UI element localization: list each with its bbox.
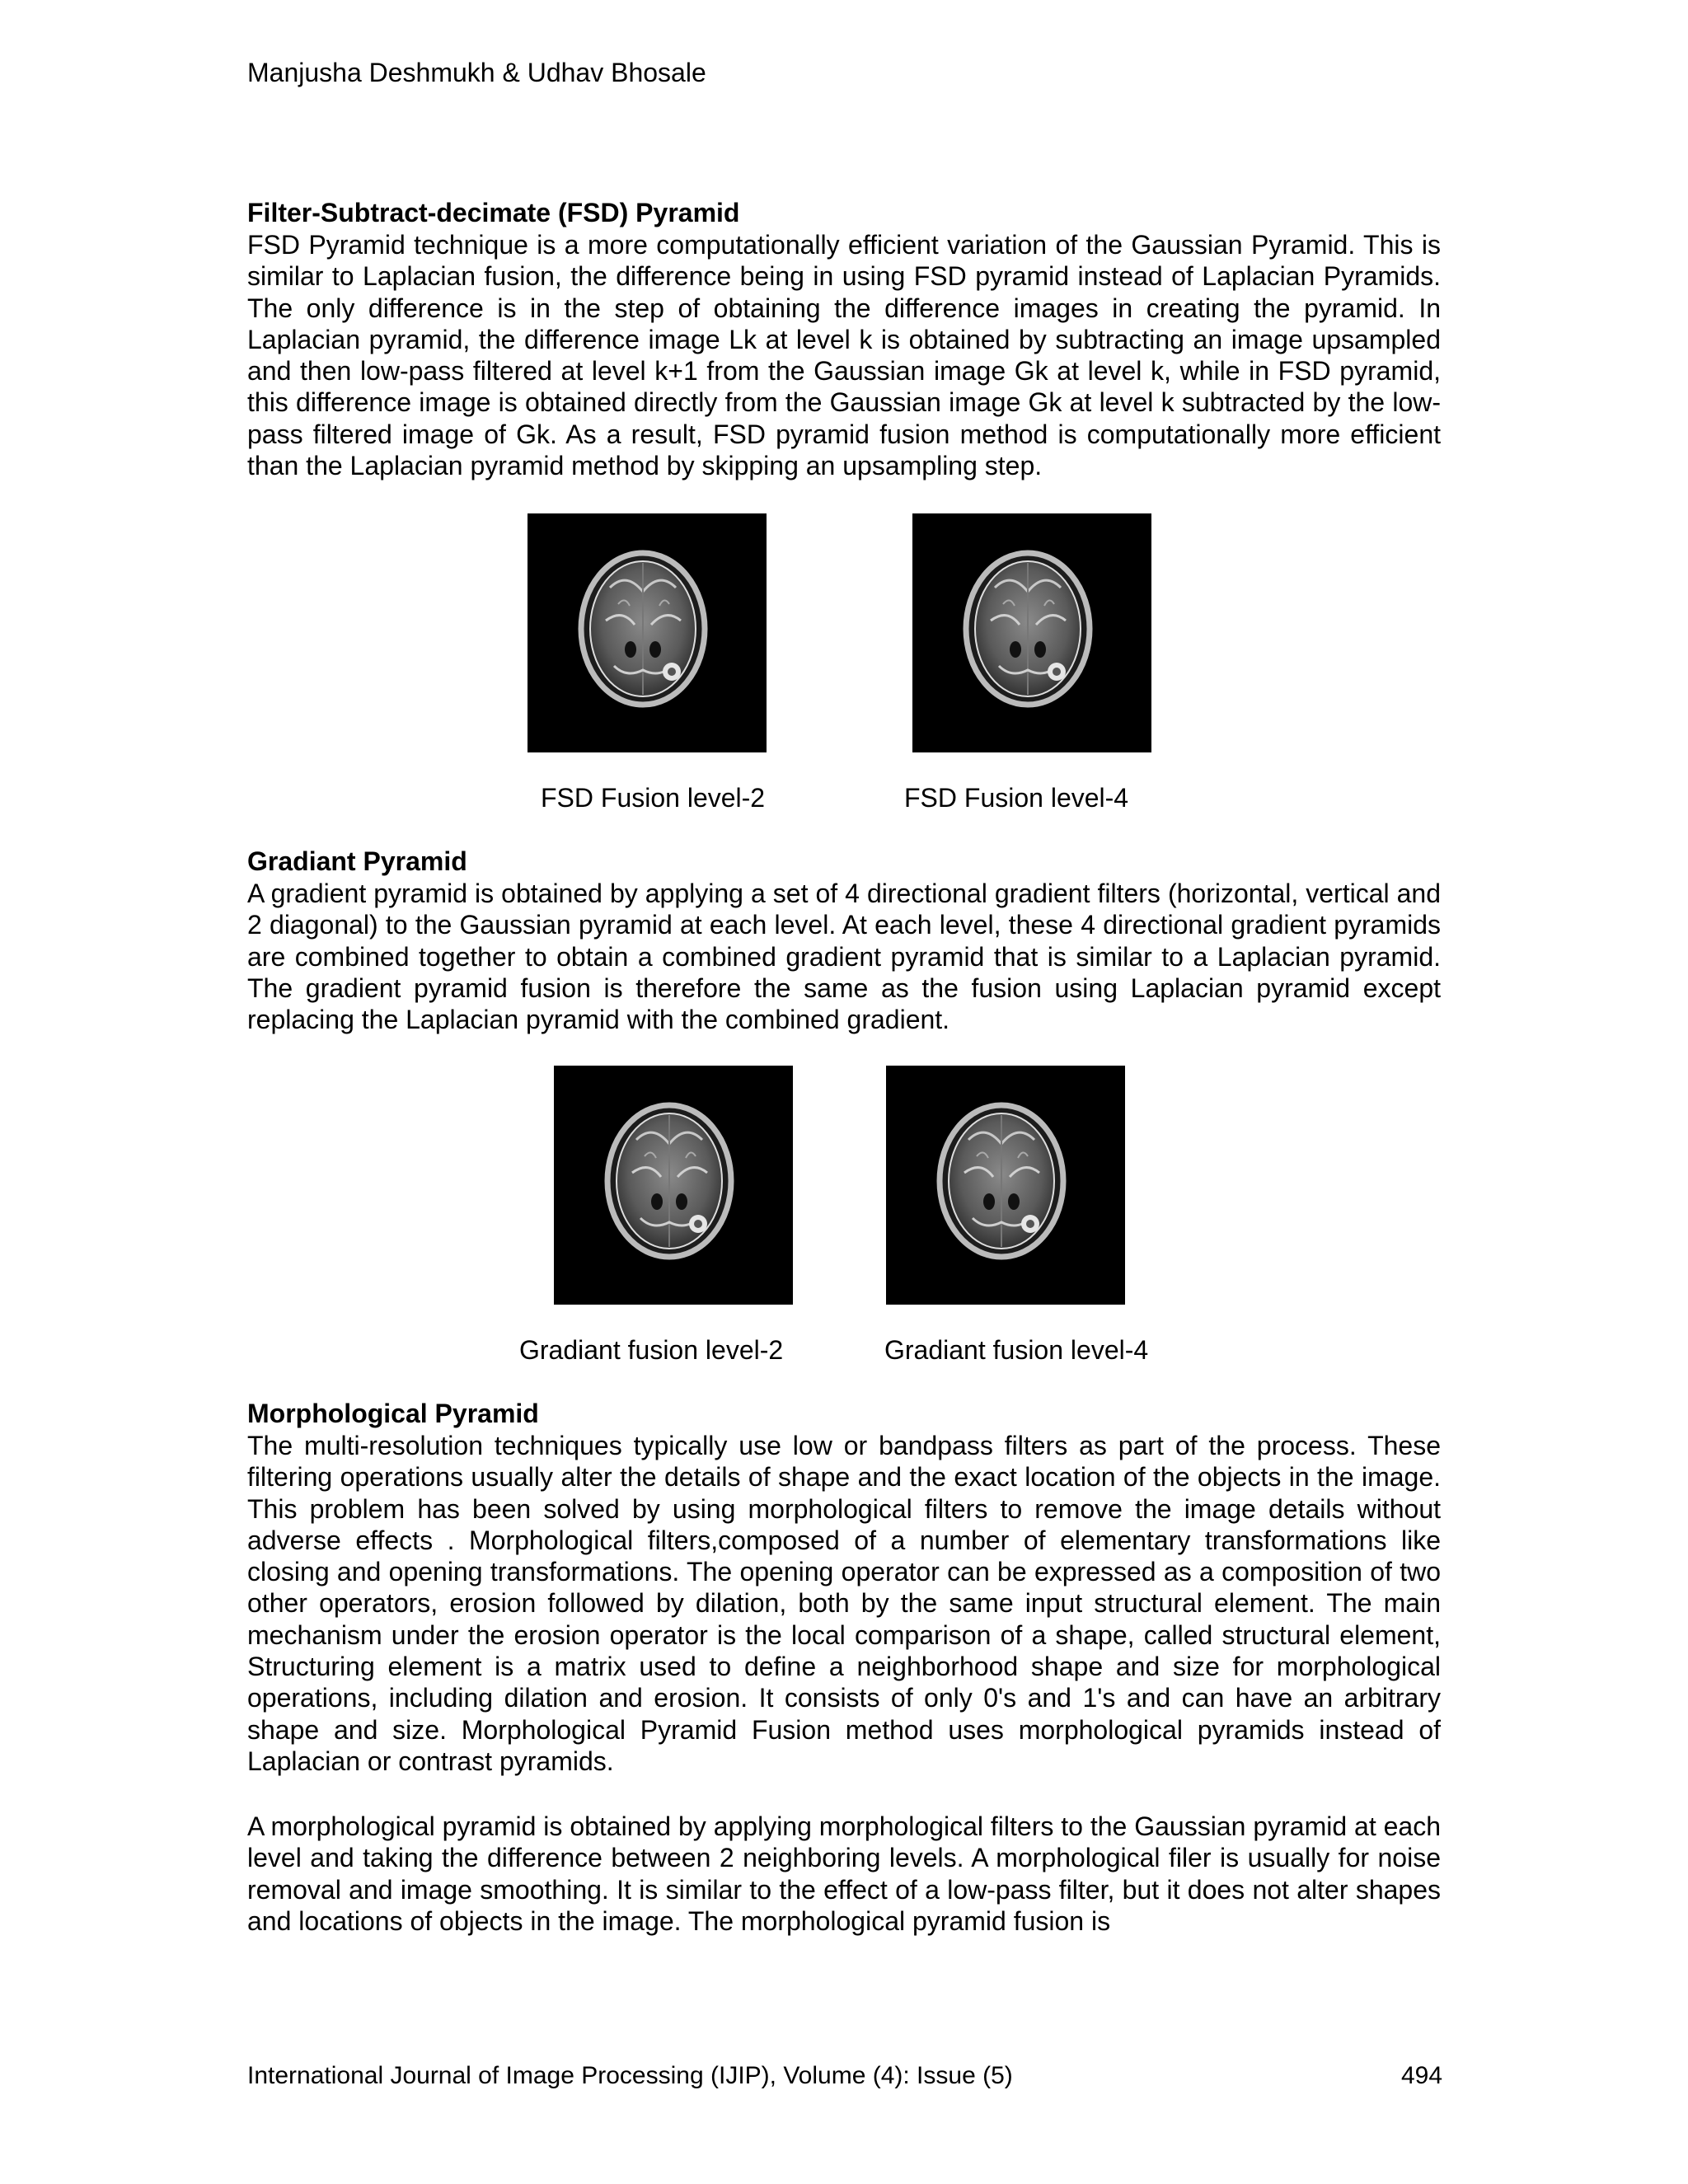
- footer-journal: International Journal of Image Processing (IJIP), Volume (4): Issue (5): [247, 2062, 1013, 2089]
- paragraph-morphological-2: A morphological pyramid is obtained by applying morphological filters to the Gaussian pyramid at each level and taking the difference between 2 neighboring levels. A morphological filer is usually for noise removal and image smoothing. It is similar to the effect of a low-pass filter, but it does not alter shapes and locations of objects in the image. The morphological pyramid fusion is: [247, 1811, 1441, 1936]
- figure-gradient-level-4: [886, 1066, 1125, 1305]
- running-head: Manjusha Deshmukh & Udhav Bhosale: [247, 58, 706, 87]
- page-number: 494: [1401, 2062, 1443, 2089]
- section-title-morphological: Morphological Pyramid: [247, 1399, 539, 1428]
- brain-scan-image: [912, 513, 1151, 752]
- section-title-gradient: Gradiant Pyramid: [247, 846, 467, 876]
- brain-scan-image: [528, 513, 767, 752]
- caption-gradient-level-2: Gradiant fusion level-2: [519, 1335, 784, 1365]
- brain-scan-image: [554, 1066, 793, 1305]
- figure-fsd-level-2: [528, 513, 767, 752]
- figure-gradient-level-2: [554, 1066, 793, 1305]
- caption-fsd-level-4: FSD Fusion level-4: [904, 783, 1129, 813]
- paragraph-gradient: A gradient pyramid is obtained by applying a set of 4 directional gradient filters (horizontal, vertical and 2 diagonal) to the Gaussian pyramid at each level. At each level, these 4 directional gradient pyramids are combined together to obtain a combined gradient pyramid that is similar to a Laplacian pyramid. The gradient pyramid fusion is therefore the same as the fusion using Laplacian pyramid except replacing the Laplacian pyramid with the combined gradient.: [247, 879, 1441, 1035]
- paragraph-morphological-1: The multi-resolution techniques typically use low or bandpass filters as part of the process. These filtering operations usually alter the details of shape and the exact location of the objects in the image. This problem has been solved by using morphological filters to remove the image details without adverse effects . Morphological filters,composed of a number of elementary transformations like closing and opening transformations. The opening operator can be expressed as a composition of two other operators, erosion followed by dilation, both by the same input structural element. The main mechanism under the erosion operator is the local comparison of a shape, called structural element, Structuring element is a matrix used to define a neighborhood shape and size for morphological operations, including dilation and erosion. It consists of only 0's and 1's and can have an arbitrary shape and size. Morphological Pyramid Fusion method uses morphological pyramids instead of Laplacian or contrast pyramids.: [247, 1431, 1441, 1776]
- brain-scan-image: [886, 1066, 1125, 1305]
- figure-fsd-level-4: [912, 513, 1151, 752]
- paragraph-fsd: FSD Pyramid technique is a more computationally efficient variation of the Gaussian Pyramid. This is similar to Laplacian fusion, the difference being in using FSD pyramid instead of Laplacian Pyramids. The only difference is in the step of obtaining the difference images in creating the pyramid. In Laplacian pyramid, the difference image Lk at level k is obtained by subtracting an image upsampled and then low-pass filtered at level k+1 from the Gaussian image Gk at level k, while in FSD pyramid, this difference image is obtained directly from the Gaussian image Gk at level k subtracted by the low-pass filtered image of Gk. As a result, FSD pyramid fusion method is computationally more efficient than the Laplacian pyramid method by skipping an upsampling step.: [247, 230, 1441, 481]
- section-title-fsd: Filter-Subtract-decimate (FSD) Pyramid: [247, 198, 740, 227]
- caption-gradient-level-4: Gradiant fusion level-4: [884, 1335, 1149, 1365]
- caption-fsd-level-2: FSD Fusion level-2: [541, 783, 766, 813]
